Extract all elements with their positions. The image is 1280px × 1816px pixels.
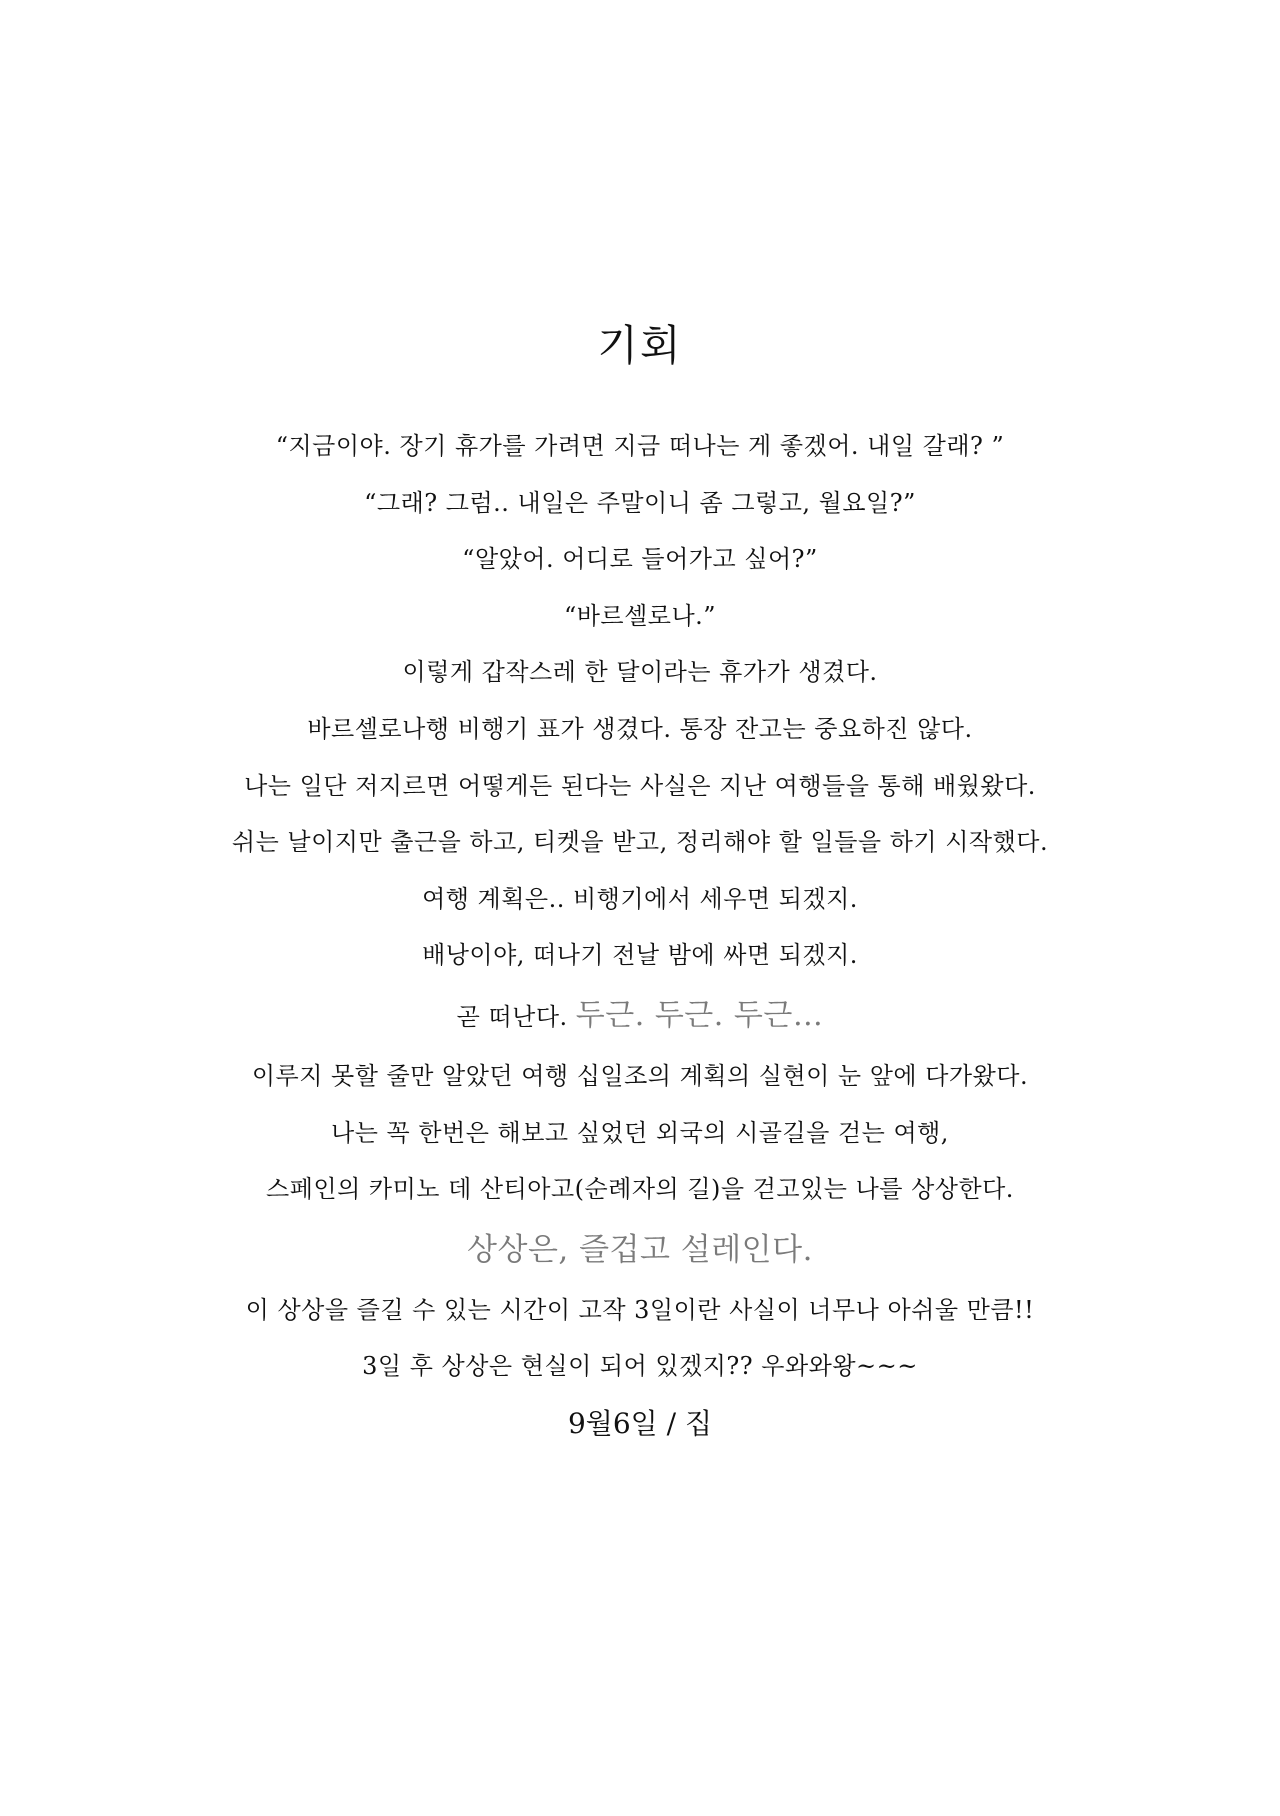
- text-line: “바르셀로나.”: [563, 601, 717, 630]
- text-line: 쉬는 날이지만 출근을 하고, 티켓을 받고, 정리해야 할 일들을 하기 시작했다.: [231, 828, 1049, 857]
- text-line: 스페인의 카미노 데 산티아고(순례자의 길)을 걷고있는 나를 상상한다.: [266, 1175, 1014, 1204]
- text-line: 이렇게 갑작스레 한 달이라는 휴가가 생겼다.: [402, 658, 878, 687]
- text-line: 배낭이야, 떠나기 전날 밤에 싸면 되겠지.: [422, 941, 858, 970]
- text-line: 나는 일단 저지르면 어떻게든 된다는 사실은 지난 여행들을 통해 배웠왔다.: [244, 771, 1036, 800]
- diary-body: [0, 418, 1280, 1395]
- text-line: 3일 후 상상은 현실이 되어 있겠지?? 우와와왕~~~: [362, 1352, 918, 1381]
- text-line: 여행 계획은.. 비행기에서 세우면 되겠지.: [422, 884, 858, 913]
- text-line: 이 상상을 즐길 수 있는 시간이 고작 3일이란 사실이 너무나 아쉬울 만큼!!: [245, 1295, 1035, 1324]
- heartbeat-emphasis: 두근. 두근. 두근…: [575, 997, 824, 1033]
- text-line: 이루지 못할 줄만 알았던 여행 십일조의 계획의 실현이 눈 앞에 다가왔다.: [251, 1061, 1029, 1090]
- text-line: “그래? 그럼.. 내일은 주말이니 좀 그렇고, 월요일?”: [364, 488, 916, 517]
- departure-lead: 곧 떠난다.: [456, 1002, 576, 1031]
- text-line: 바르셀로나행 비행기 표가 생겼다. 통장 잔고는 중요하진 않다.: [307, 714, 973, 743]
- text-line: “알았어. 어디로 들어가고 싶어?”: [462, 545, 818, 574]
- page-title: 기회: [597, 321, 683, 370]
- text-line: 나는 꼭 한번은 해보고 싶었던 외국의 시골길을 걷는 여행,: [331, 1118, 949, 1147]
- text-line: “지금이야. 장기 휴가를 가려면 지금 떠나는 게 좋겠어. 내일 갈래? ”: [275, 432, 1005, 460]
- highlight-line: 상상은, 즐겁고 설레인다.: [467, 1231, 813, 1268]
- departure-line: [0, 984, 1280, 1048]
- date-signature: 9월6일 / 집: [567, 1407, 712, 1440]
